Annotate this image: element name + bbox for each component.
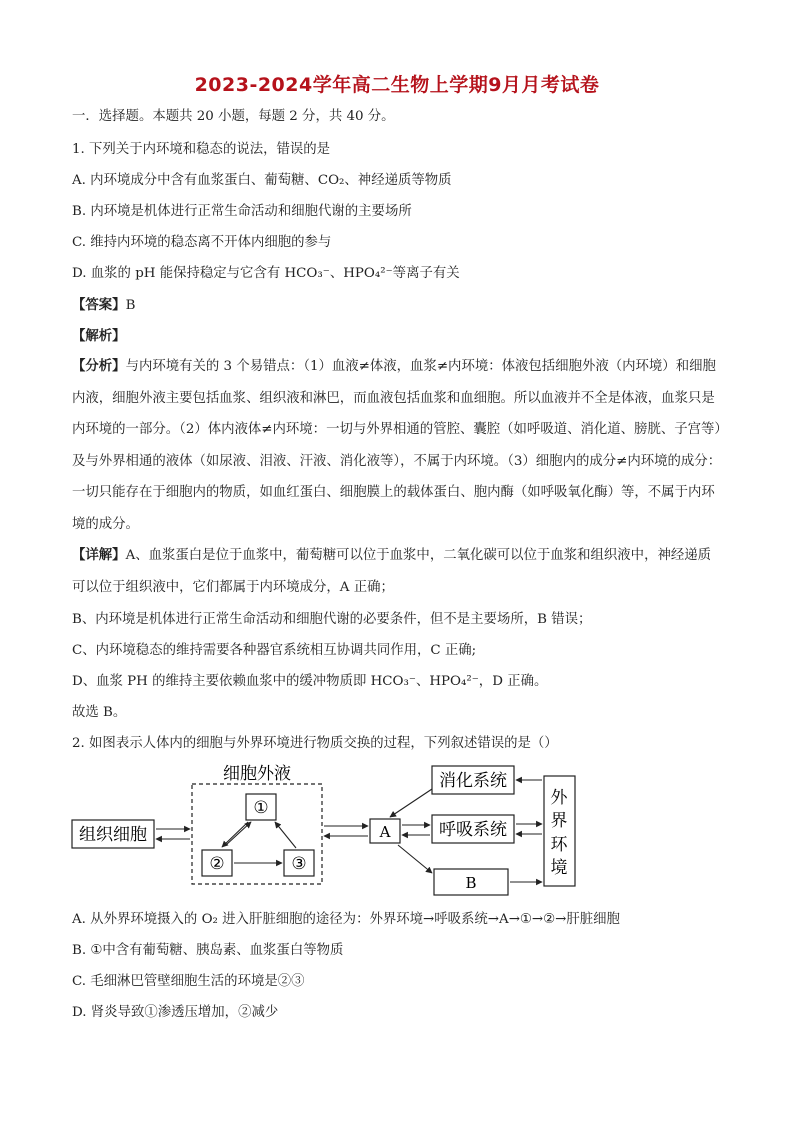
external-environment-char-1: 外 — [550, 788, 568, 808]
analysis-tag: 【解析】 — [72, 328, 126, 344]
arrow-digestive-to-a — [390, 789, 432, 817]
tissue-cell-label: 组织细胞 — [79, 825, 147, 845]
node-2-label: ② — [209, 854, 225, 874]
question-1-stem: 1. 下列关于内环境和稳态的说法，错误的是 — [72, 142, 331, 157]
question-2-option-c: C. 毛细淋巴管壁细胞生活的环境是②③ — [72, 974, 305, 989]
node-a-label: A — [379, 823, 391, 841]
node-b-label: B — [465, 874, 477, 892]
xiangjie-tag: 【详解】 — [72, 547, 126, 563]
question-2-option-a: A. 从外界环境摄入的 O₂ 进入肝脏细胞的途径为：外界环境→呼吸系统→A→①→②→肝脏细胞 — [72, 912, 620, 927]
arrow-a-to-b — [398, 845, 432, 873]
conclusion: 故选 B。 — [72, 705, 127, 720]
arrow-1-to-2 — [222, 822, 248, 847]
explanation-d: D、血浆 PH 的维持主要依赖血浆中的缓冲物质即 HCO₃⁻、HPO₄²⁻，D 正确。 — [72, 674, 548, 689]
question-1-option-a: A. 内环境成分中含有血浆蛋白、葡萄糖、CO₂、神经递质等物质 — [72, 173, 452, 188]
answer-value: B — [125, 298, 136, 313]
node-1-label: ① — [253, 798, 269, 818]
question-1-option-c: C. 维持内环境的稳态离不开体内细胞的参与 — [72, 235, 332, 250]
external-environment-char-3: 环 — [550, 835, 568, 855]
fenxi-tag: 【分析】 — [72, 358, 126, 374]
digestive-system-label: 消化系统 — [439, 771, 507, 791]
question-2-stem: 2. 如图表示人体内的细胞与外界环境进行物质交换的过程，下列叙述错误的是（） — [72, 736, 558, 751]
respiratory-system-label: 呼吸系统 — [439, 820, 507, 840]
question-1-option-b: B. 内环境是机体进行正常生命活动和细胞代谢的主要场所 — [72, 204, 412, 219]
node-3-label: ③ — [291, 854, 307, 874]
external-environment-char-2: 界 — [550, 811, 568, 831]
page-title: 2023-2024学年高二生物上学期9月月考试卷 — [194, 74, 600, 96]
question-2-option-b: B. ①中含有葡萄糖、胰岛素、血浆蛋白等物质 — [72, 943, 344, 958]
explanation-b: B、内环境是机体进行正常生命活动和细胞代谢的必要条件，但不是主要场所，B 错误； — [72, 612, 592, 627]
answer-tag: 【答案】 — [72, 297, 126, 313]
xiangjie-text: A、血浆蛋白是位于血浆中，葡萄糖可以位于血浆中，二氧化碳可以位于血浆和组织液中，神经递质可以位于组织液中，它们都属于内环境成分，A 正确； — [72, 548, 712, 595]
external-environment-char-4: 境 — [550, 858, 568, 878]
arrow-2-to-1 — [226, 822, 251, 845]
arrow-3-to-1 — [275, 822, 296, 848]
section-heading: 一．选择题。本题共 20 小题，每题 2 分，共 40 分。 — [72, 109, 395, 124]
fenxi-text: 与内环境有关的 3 个易错点：（1）血液≠体液，血浆≠内环境：体液包括细胞外液（内环境）和细胞内液，细胞外液主要包括血浆、组织液和淋巴，而血液包括血浆和血细胞。所以血液并不全是体液，血浆只是内环境的一部分。（2）体内液体≠内环境：一切与外界相通的管腔、囊腔（如呼吸道、消化道、膀胱、子宫等）及与外界相通的液体（如尿液、泪液、汗液、消化液等），不属于内环境。（3）细胞内的成分≠内环境的成分：一切只能存在于细胞内的物质，如血红蛋白、细胞膜上的载体蛋白、胞内酶（如呼吸氧化酶）等，不属于内环境的成分。 — [72, 359, 722, 532]
question-1-option-d: D. 血浆的 pH 能保持稳定与它含有 HCO₃⁻、HPO₄²⁻等离子有关 — [72, 266, 460, 281]
extracellular-fluid-label: 细胞外液 — [223, 764, 291, 784]
question-2-option-d: D. 肾炎导致①渗透压增加，②减少 — [72, 1005, 279, 1020]
explanation-c: C、内环境稳态的维持需要各种器官系统相互协调共同作用，C 正确; — [72, 643, 477, 658]
